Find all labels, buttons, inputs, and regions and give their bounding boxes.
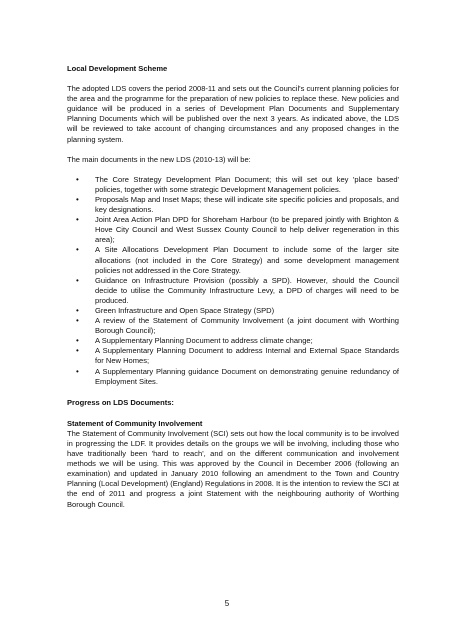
lds-document-list: [67, 175, 399, 387]
list-item: • Guidance on Infrastructure Provision (possibly a SPD). However, should the Council decide to utilise the Community Infrastructure Levy, a DPD of charges will need to be produced.: [67, 276, 399, 306]
list-item: • A review of the Statement of Community Involvement (a joint document with Worthing Borough Council);: [67, 316, 399, 336]
list-item: • Green Infrastructure and Open Space Strategy (SPD): [67, 306, 399, 316]
list-item: • A Supplementary Planning Document to address climate change;: [67, 336, 399, 346]
lds-heading: Local Development Scheme: [67, 64, 168, 73]
spacer: [67, 387, 399, 398]
document-page: [67, 64, 399, 510]
list-item: • Proposals Map and Inset Maps; these will indicate site specific policies and proposals, and key designations.: [67, 195, 399, 215]
list-item: • A Supplementary Planning Document to address Internal and External Space Standards for New Homes;: [67, 346, 399, 366]
list-item: • A Supplementary Planning guidance Document on demonstrating genuine redundancy of Employment Sites.: [67, 367, 399, 387]
lds-paragraph-1: The adopted LDS covers the period 2008-11 and sets out the Council's current planning policies for the area and the programme for the preparation of new policies to replace these. New policies and guidance will be produced in a series of Development Plan Documents and Supplementary Planning Documents which will be published over the next 3 years. As indicated above, the LDS will be reviewed to take account of changing circumstances and any proposed changes in the planning system.: [67, 84, 399, 144]
spacer: [67, 74, 399, 84]
spacer: [67, 145, 399, 155]
progress-heading: Progress on LDS Documents:: [67, 397, 174, 407]
lds-paragraph-2: The main documents in the new LDS (2010-13) will be:: [67, 154, 251, 164]
list-item: • Joint Area Action Plan DPD for Shoreham Harbour (to be prepared jointly with Brighton & Hove City Council and West Sussex County Council to help deliver regeneration in this area);: [67, 215, 399, 245]
list-item: • The Core Strategy Development Plan Document; this will set out key 'place based' policies, together with some strategic Development Management policies.: [67, 175, 399, 195]
spacer: [67, 408, 399, 419]
spacer: [67, 165, 399, 175]
sci-heading: Statement of Community Involvement: [67, 418, 203, 428]
page-number: 5: [224, 599, 230, 608]
sci-paragraph: The Statement of Community Involvement (SCI) sets out how the local community is to be involved in progressing the LDF. It provides details on the groups we will be involving, including those who have traditionally been 'hard to reach', and on the different communication and involvement methods we will be using. This was approved by the Council in December 2006 (following an examination) and updated in January 2010 following an amendment to the Town and Country Planning (Local Development) (England) Regulations in 2008. It is the intention to review the SCI at the end of 2011 and progress a joint Statement with the neighbouring authority of Worthing Borough Council.: [67, 428, 399, 509]
list-item: • A Site Allocations Development Plan Document to include some of the larger site allocations (not included in the Core Strategy) and some development management policies not addressed in the Core Strategy.: [67, 245, 399, 275]
